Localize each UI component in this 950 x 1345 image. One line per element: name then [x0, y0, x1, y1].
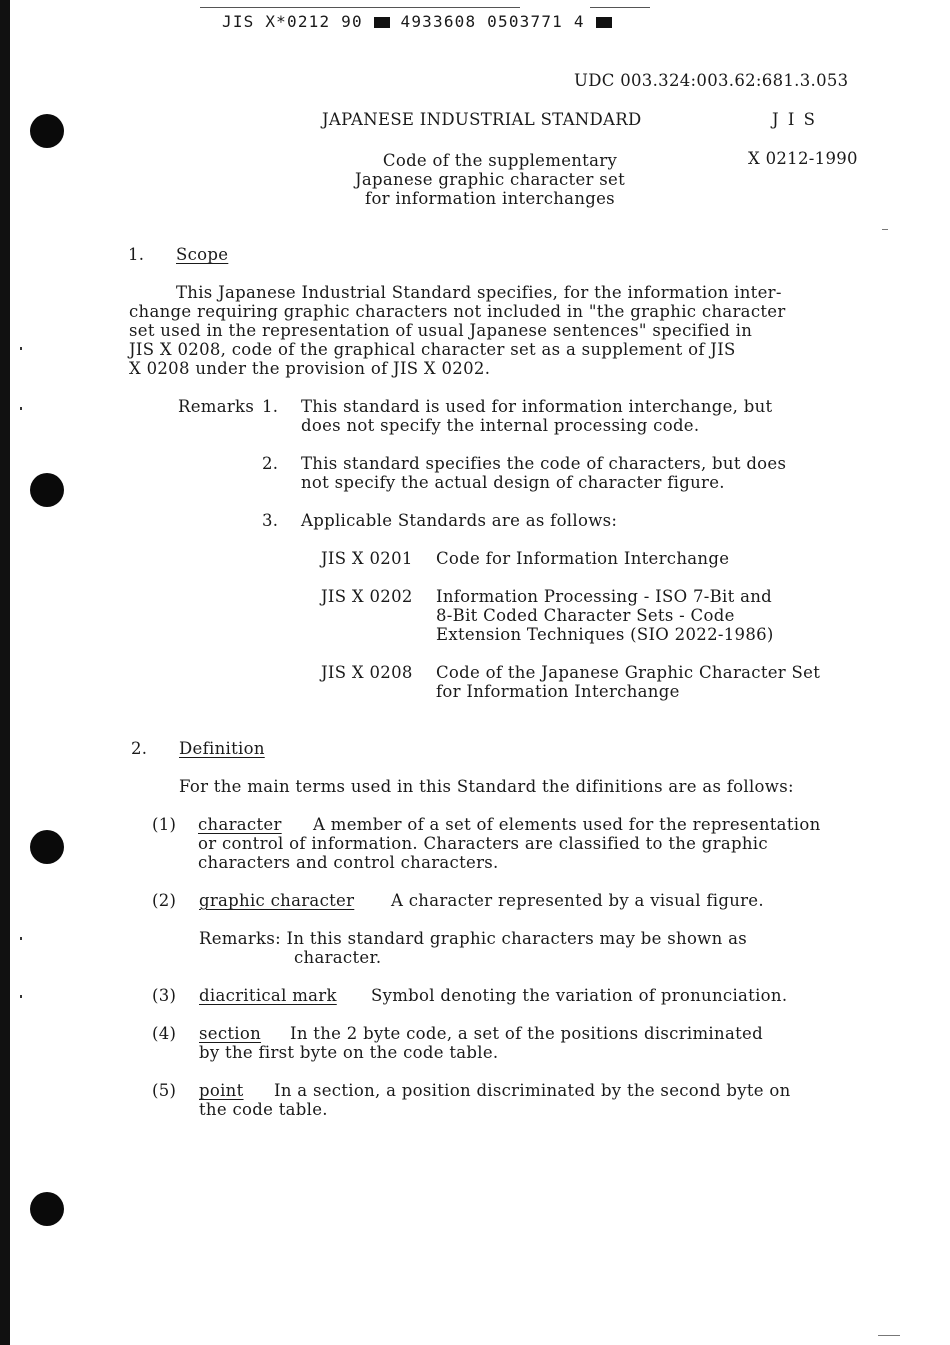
section-number: 2.	[131, 739, 148, 758]
definition-text-line: A character represented by a visual figure.	[391, 891, 764, 910]
remark-line: This standard specifies the code of characters, but does	[301, 454, 787, 473]
remark-number: 2.	[262, 454, 279, 473]
section-heading-definition: Definition	[179, 739, 265, 758]
standard-org: JAPANESE INDUSTRIAL STANDARD	[322, 110, 642, 129]
scope-paragraph-line: This Japanese Industrial Standard specifies, for the information inter-	[176, 283, 782, 302]
doc-title-line: Japanese graphic character set	[354, 170, 626, 189]
remark-line: This standard is used for information interchange, but	[301, 397, 773, 416]
standard-title-line: Code for Information Interchange	[436, 549, 730, 568]
standard-number: X 0212-1990	[748, 149, 858, 168]
definition-term: diacritical mark	[199, 986, 337, 1005]
scope-paragraph-line: set used in the representation of usual Japanese sentences" specified in	[129, 321, 753, 340]
definition-intro: For the main terms used in this Standard the difinitions are as follows:	[179, 777, 794, 796]
remarks-label: Remarks	[178, 397, 255, 416]
barcode-line: JIS X*0212 90 4933608 0503771 4	[222, 12, 612, 31]
punch-hole	[30, 114, 64, 148]
definition-number: (3)	[152, 986, 177, 1005]
doc-title-line: for information interchanges	[365, 189, 615, 208]
standard-code: JIS X 0208	[321, 663, 413, 682]
definition-text-line: In a section, a position discriminated by the second byte on	[274, 1081, 791, 1100]
standard-code: JIS X 0201	[321, 549, 413, 568]
definition-text-line: characters and control characters.	[198, 853, 499, 872]
definition-text-line: or control of information. Characters are classified to the graphic	[198, 834, 768, 853]
header-rule	[590, 7, 650, 8]
definition-number: (5)	[152, 1081, 177, 1100]
scope-paragraph-line: change requiring graphic characters not included in "the graphic character	[129, 302, 786, 321]
standard-title-line: 8-Bit Coded Character Sets - Code	[436, 606, 735, 625]
header-rule	[200, 7, 520, 8]
definition-term: section	[199, 1024, 262, 1043]
definition-remarks-line: Remarks: In this standard graphic characters may be shown as	[199, 929, 747, 948]
jis-mark: J I S	[772, 110, 817, 129]
scope-paragraph-line: X 0208 under the provision of JIS X 0202.	[129, 359, 491, 378]
section-heading-scope: Scope	[176, 245, 229, 264]
remark-line: does not specify the internal processing code.	[301, 416, 700, 435]
udc-code: UDC 003.324:003.62:681.3.053	[574, 71, 849, 90]
scan-speck	[20, 937, 22, 940]
punch-hole	[30, 1192, 64, 1226]
definition-term: character	[198, 815, 282, 834]
definition-text-line: the code table.	[199, 1100, 328, 1119]
definition-term: point	[199, 1081, 244, 1100]
definition-number: (2)	[152, 891, 177, 910]
scan-mark	[882, 229, 888, 230]
definition-number: (4)	[152, 1024, 177, 1043]
definition-text-line: In the 2 byte code, a set of the positions discriminated	[290, 1024, 763, 1043]
scan-speck	[20, 995, 22, 998]
remark-line: Applicable Standards are as follows:	[301, 511, 618, 530]
remark-number: 3.	[262, 511, 279, 530]
scan-speck	[20, 407, 22, 410]
section-number: 1.	[128, 245, 145, 264]
definition-number: (1)	[152, 815, 177, 834]
definition-text-line: Symbol denoting the variation of pronunciation.	[371, 986, 788, 1005]
standard-code: JIS X 0202	[321, 587, 413, 606]
definition-text-line: by the first byte on the code table.	[199, 1043, 499, 1062]
standard-title-line: Extension Techniques (SIO 2022-1986)	[436, 625, 774, 644]
definition-text-line: A member of a set of elements used for the representation	[313, 815, 821, 834]
standard-title-line: for Information Interchange	[436, 682, 680, 701]
definition-remarks-line: character.	[294, 948, 382, 967]
doc-title-line: Code of the supplementary	[382, 151, 618, 170]
remark-line: not specify the actual design of character figure.	[301, 473, 725, 492]
scan-edge	[0, 0, 10, 1345]
punch-hole	[30, 473, 64, 507]
definition-term: graphic character	[199, 891, 355, 910]
barcode-block	[596, 17, 612, 28]
punch-hole	[30, 830, 64, 864]
scan-speck	[20, 347, 22, 350]
remark-number: 1.	[262, 397, 279, 416]
scan-mark	[878, 1335, 900, 1336]
barcode-block	[374, 17, 390, 28]
scope-paragraph-line: JIS X 0208, code of the graphical character set as a supplement of JIS	[129, 340, 736, 359]
standard-title-line: Information Processing - ISO 7-Bit and	[436, 587, 773, 606]
standard-title-line: Code of the Japanese Graphic Character Set	[436, 663, 821, 682]
